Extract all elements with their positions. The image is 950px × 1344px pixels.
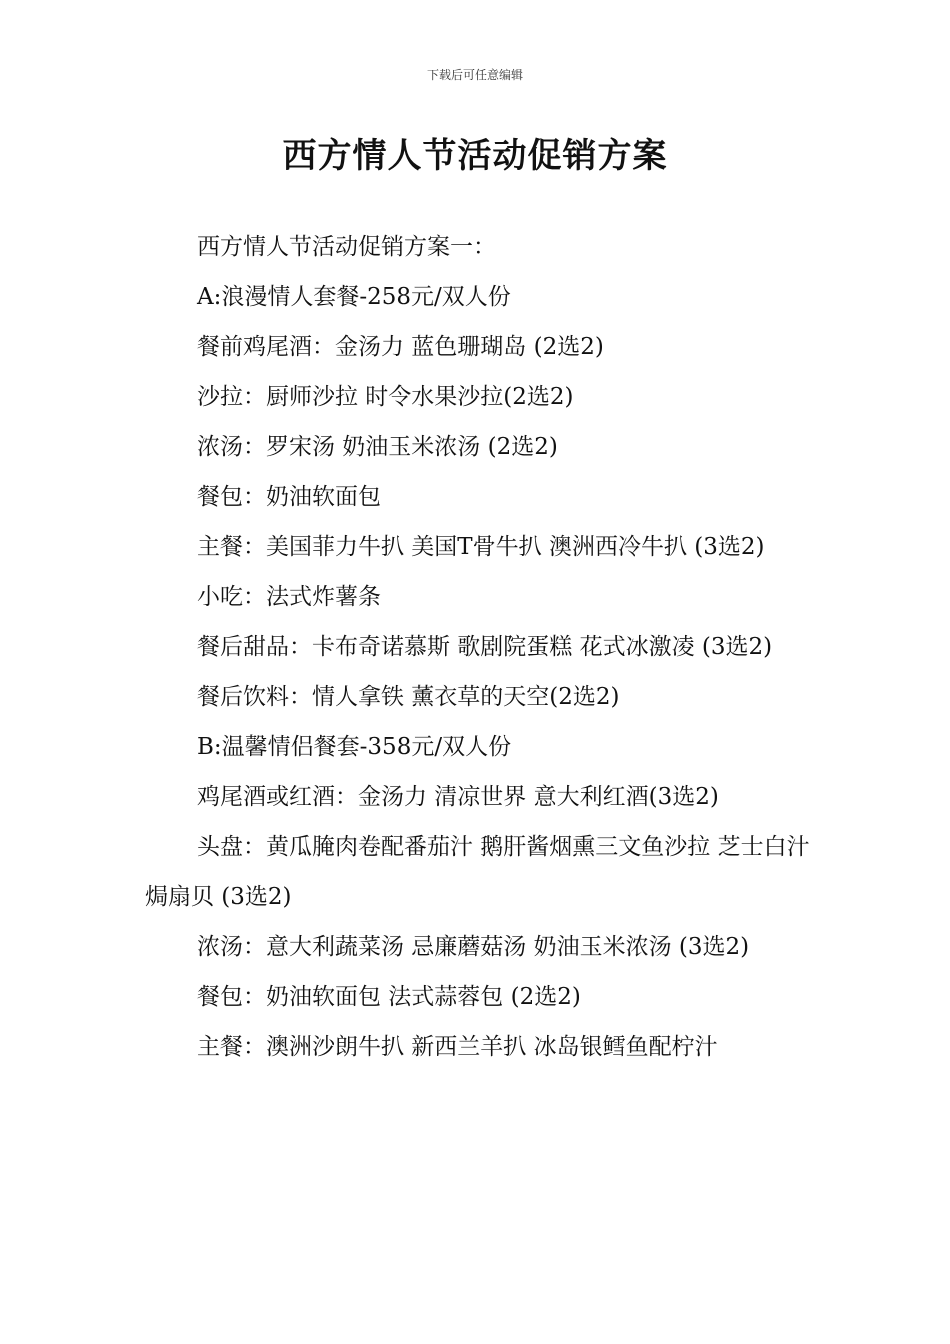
paragraph: 小吃：法式炸薯条 (197, 584, 381, 610)
paragraph: 餐前鸡尾酒：金汤力 蓝色珊瑚岛 (2选2) (197, 334, 604, 360)
paragraph: 主餐：澳洲沙朗牛扒 新西兰羊扒 冰岛银鳕鱼配柠汁 (197, 1034, 718, 1060)
document-title: 西方情人节活动促销方案 (282, 136, 668, 176)
paragraph: 沙拉：厨师沙拉 时令水果沙拉(2选2) (197, 384, 574, 410)
paragraph: 餐包：奶油软面包 (197, 484, 381, 510)
paragraph: 浓汤：意大利蔬菜汤 忌廉蘑菇汤 奶油玉米浓汤 (3选2) (197, 934, 750, 960)
paragraph: 头盘：黄瓜腌肉卷配番茄汁 鹅肝酱烟熏三文鱼沙拉 芝士白汁焗扇贝 (3选2) (145, 834, 810, 910)
paragraph: 主餐：美国菲力牛扒 美国T骨牛扒 澳洲西冷牛扒 (3选2) (197, 534, 765, 560)
paragraph: 西方情人节活动促销方案一： (197, 234, 496, 260)
paragraph: 餐后饮料：情人拿铁 薰衣草的天空(2选2) (197, 684, 620, 710)
document-body (145, 222, 810, 1072)
header-note: 下载后可任意编辑 (426, 68, 523, 82)
paragraph: 餐后甜品：卡布奇诺慕斯 歌剧院蛋糕 花式冰激凌 (3选2) (197, 634, 773, 660)
paragraph: 浓汤：罗宋汤 奶油玉米浓汤 (2选2) (197, 434, 558, 460)
paragraph: A:浪漫情人套餐-258元/双人份 (197, 284, 511, 310)
paragraph: 餐包：奶油软面包 法式蒜蓉包 (2选2) (197, 984, 581, 1010)
paragraph: B:温馨情侣餐套-358元/双人份 (197, 734, 512, 760)
paragraph: 鸡尾酒或红酒：金汤力 清凉世界 意大利红酒(3选2) (197, 784, 719, 810)
